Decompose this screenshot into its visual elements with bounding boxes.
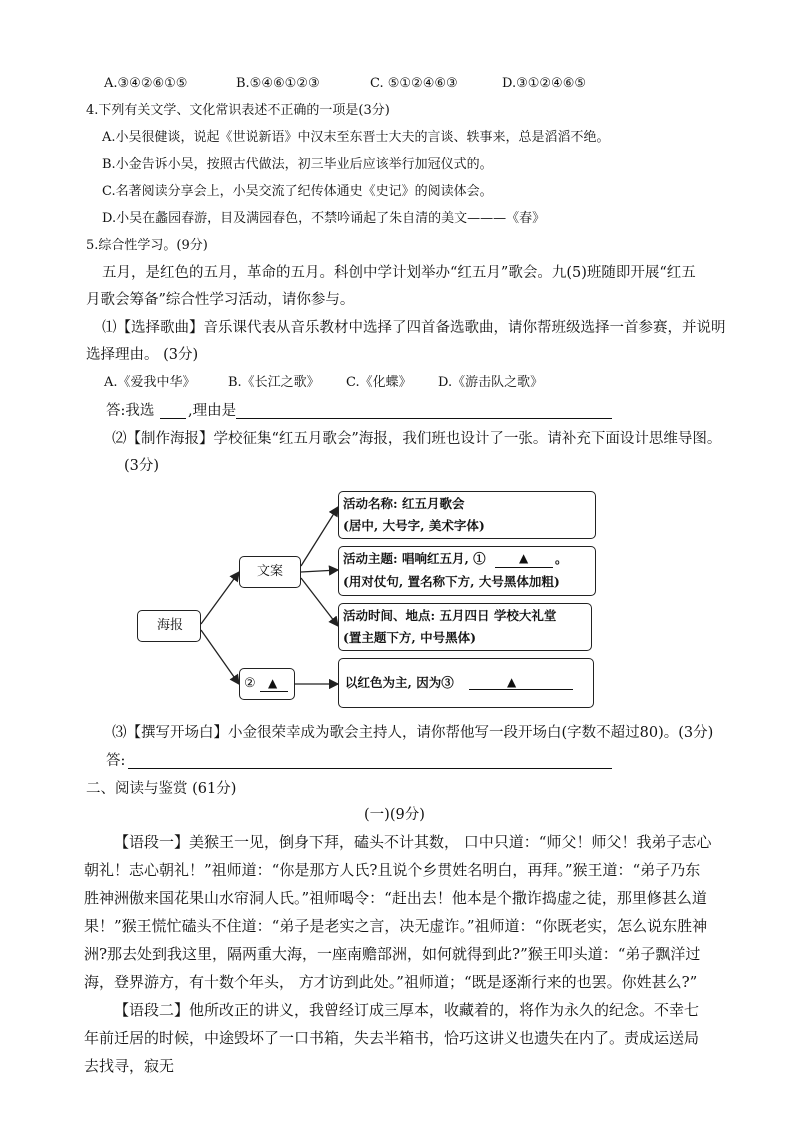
triangle-icon: ▲ [268, 676, 278, 690]
section2-subtitle: (一)(9分) [364, 807, 425, 823]
song-option-a: A.《爱我中华》 [104, 375, 196, 390]
blank1-line[interactable] [495, 567, 553, 568]
arrow-root-to-copy [201, 572, 239, 624]
q5-part1-line2: 选择理由。 (3分) [86, 347, 199, 363]
activity-time-line1: 活动时间、地点: 五月四日 学校大礼堂 [343, 608, 557, 623]
arrow-copy-to-theme [301, 570, 338, 572]
song-option-d: D.《游击队之歌》 [438, 375, 544, 390]
activity-time-box [338, 603, 592, 651]
blank3-line[interactable] [469, 689, 573, 690]
q3-option-b: B.⑤④⑥①②③ [236, 76, 320, 91]
arrow-copy-to-time [301, 578, 338, 626]
activity-theme-end: 。 [555, 551, 568, 566]
q3-option-c: C. ⑤①②④⑥③ [370, 76, 458, 91]
answer3-blank[interactable] [128, 768, 612, 769]
activity-theme-box [338, 546, 596, 596]
section2-title: 二、阅读与鉴赏 (61分) [86, 781, 237, 797]
activity-name-line2: (居中, 大号字, 美术字体) [343, 518, 485, 533]
color-reason-text: 以红色为主, 因为③ [345, 675, 454, 690]
answer1-reason-label: ,理由是 [188, 403, 237, 419]
q4-stem: 4.下列有关文学、文化常识表述不正确的一项是(3分) [86, 103, 390, 118]
q4-option-d: D.小吴在蠡园春游，目及满园春色，不禁吟诵起了朱自清的美文———《春》 [102, 211, 546, 226]
song-option-c: C.《化蝶》 [346, 375, 412, 390]
song-option-b: B.《长江之歌》 [228, 375, 320, 390]
q3-option-d: D.③①②④⑥⑤ [502, 76, 587, 91]
mindmap-copy-node [239, 556, 301, 588]
q5-part2-line1: ⑵【制作海报】学校征集“红五月歌会”海报，我们班也设计了一张。请补充下面设计思维导图。 [112, 431, 722, 447]
blank2-label: ② [244, 676, 256, 691]
q5-stem: 5.综合性学习。(9分) [86, 238, 208, 253]
triangle-icon: ▲ [507, 675, 517, 689]
activity-theme-line1: 活动主题: 唱响红五月, ① [343, 551, 486, 566]
activity-name-box [338, 491, 596, 539]
passage-one: 【语段一】美猴王一见，倒身下拜，磕头不计其数， 口中只道：“师父！师父！我弟子志心朝礼！志心朝礼！”祖师道：“你是那方人氏?且说个乡贯姓名明白，再拜。”猴王道：“弟子乃东胜神洲傲来国花果山水帘洞人氏。”祖师喝令：“赶出去！他本是个撒诈捣虚之徒，那里修甚么道果！”猴王慌忙磕头不住道：“弟子是老实之言，决无虚诈。”祖师道：“你既老实，怎么说东胜神洲?那去处到我这里，隔两重大海，一座南赡部洲，如何就得到此?”猴王叩头道：“弟子飘洋过海，登界游方，有十数个年头， 方才访到此处。”祖师道；“既是逐渐行来的也罢。你姓甚么?” [84, 833, 712, 991]
triangle-icon: ▲ [519, 551, 529, 565]
q4-option-c: C.名著阅读分享会上，小吴交流了纪传体通史《史记》的阅读体会。 [102, 184, 493, 199]
q5-intro-line2: 月歌会筹备”综合性学习活动，请你参与。 [86, 292, 355, 308]
passage-two: 【语段二】他所改正的讲义，我曾经订成三厚本，收藏着的，将作为永久的纪念。不幸七年前迁居的时候，中途毁坏了一口书箱，失去半箱书，恰巧这讲义也遗失在内了。责成运送局去找寻，寂无 [84, 1001, 700, 1075]
mindmap-blank-node [239, 668, 295, 700]
arrow-root-to-blank [201, 630, 239, 684]
q5-part3: ⑶【撰写开场白】小金很荣幸成为歌会主持人，请你帮他写一段开场白(字数不超过80)。(3分) [112, 725, 714, 741]
q4-option-b: B.小金告诉小吴，按照古代做法，初三毕业后应该举行加冠仪式的。 [102, 157, 493, 172]
activity-theme-line2: (用对仗句, 置名称下方, 大号黑体加粗) [343, 574, 560, 589]
arrow-copy-to-name [301, 507, 338, 566]
color-reason-box [338, 658, 594, 708]
q3-option-a: A.③④②⑥①⑤ [104, 76, 188, 91]
q5-part1-line1: ⑴【选择歌曲】音乐课代表从音乐教材中选择了四首备选歌曲，请你帮班级选择一首参赛，并说明 [102, 320, 726, 336]
mindmap-root-node [137, 610, 201, 642]
q4-option-a: A.小吴很健谈，说起《世说新语》中汉末至东晋士大夫的言谈、轶事来，总是滔滔不绝。 [102, 130, 610, 145]
copy-label: 文案 [257, 564, 284, 579]
activity-name-line1: 活动名称: 红五月歌会 [343, 496, 465, 511]
answer3-label: 答: [106, 753, 126, 769]
q5-part2-line2: (3分) [124, 458, 160, 474]
answer1-label: 答:我选 [106, 403, 155, 419]
root-label: 海报 [157, 618, 184, 633]
activity-time-line2: (置主题下方, 中号黑体) [343, 630, 477, 645]
q5-intro-line1: 五月，是红色的五月，革命的五月。科创中学计划举办“红五月”歌会。九(5)班随即开展“红五 [102, 265, 696, 281]
